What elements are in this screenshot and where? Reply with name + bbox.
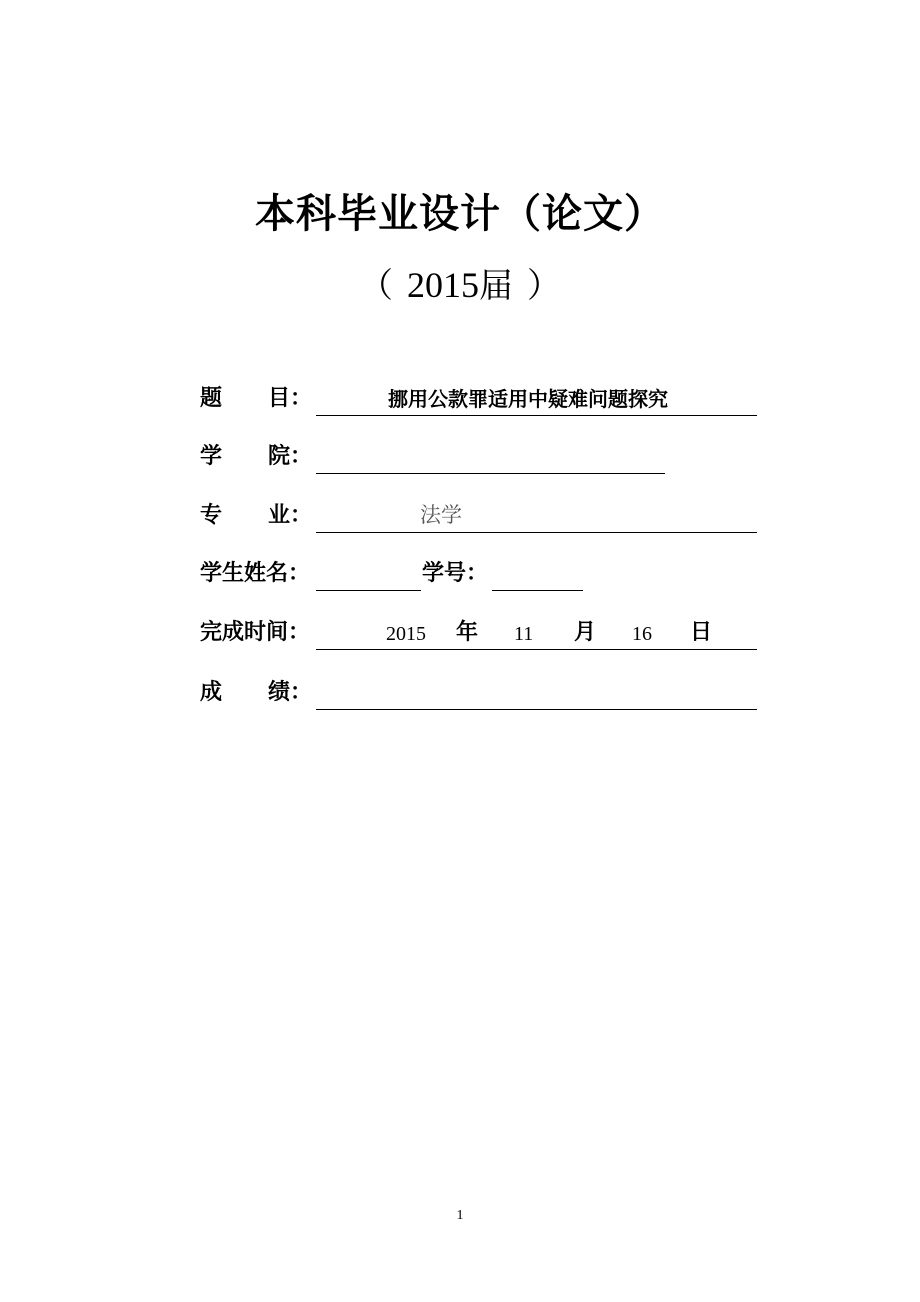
day-unit: 日 [690,620,713,645]
college-label: 学 院： [200,444,313,469]
grade-label: 成 绩： [200,680,313,705]
college-underline[interactable] [316,439,665,474]
graduation-year-line [0,258,920,307]
document-title: 本科毕业设计（论文） [255,191,665,237]
student-row [200,557,760,591]
graduation-year: 2015 [407,265,479,305]
grade-row [200,676,760,710]
student-name-underline[interactable] [316,556,421,591]
completion-day: 16 [632,623,652,645]
year-unit: 年 [456,620,479,645]
topic-row [200,382,760,416]
month-unit: 月 [574,620,597,645]
page-number: 1 [456,1208,464,1223]
major-label: 专 业： [200,503,313,528]
grade-underline[interactable] [316,675,757,710]
year-close-paren: ） [527,266,561,306]
major-value: 法学 [420,503,462,527]
completion-date-label: 完成时间： [200,620,311,645]
college-row [200,440,760,474]
completion-year: 2015 [386,623,426,645]
topic-value: 挪用公款罪适用中疑难问题探究 [388,387,668,411]
major-row [200,499,760,533]
topic-label: 题 目： [200,386,313,411]
student-name-label: 学生姓名： [200,561,311,586]
completion-date-row [200,616,760,650]
student-id-label: 学号： [422,561,489,586]
student-id-underline[interactable] [492,556,583,591]
year-suffix: 届 [479,266,513,306]
year-open-paren: （ [359,266,393,306]
major-underline[interactable] [316,498,757,533]
completion-month: 11 [514,623,534,645]
